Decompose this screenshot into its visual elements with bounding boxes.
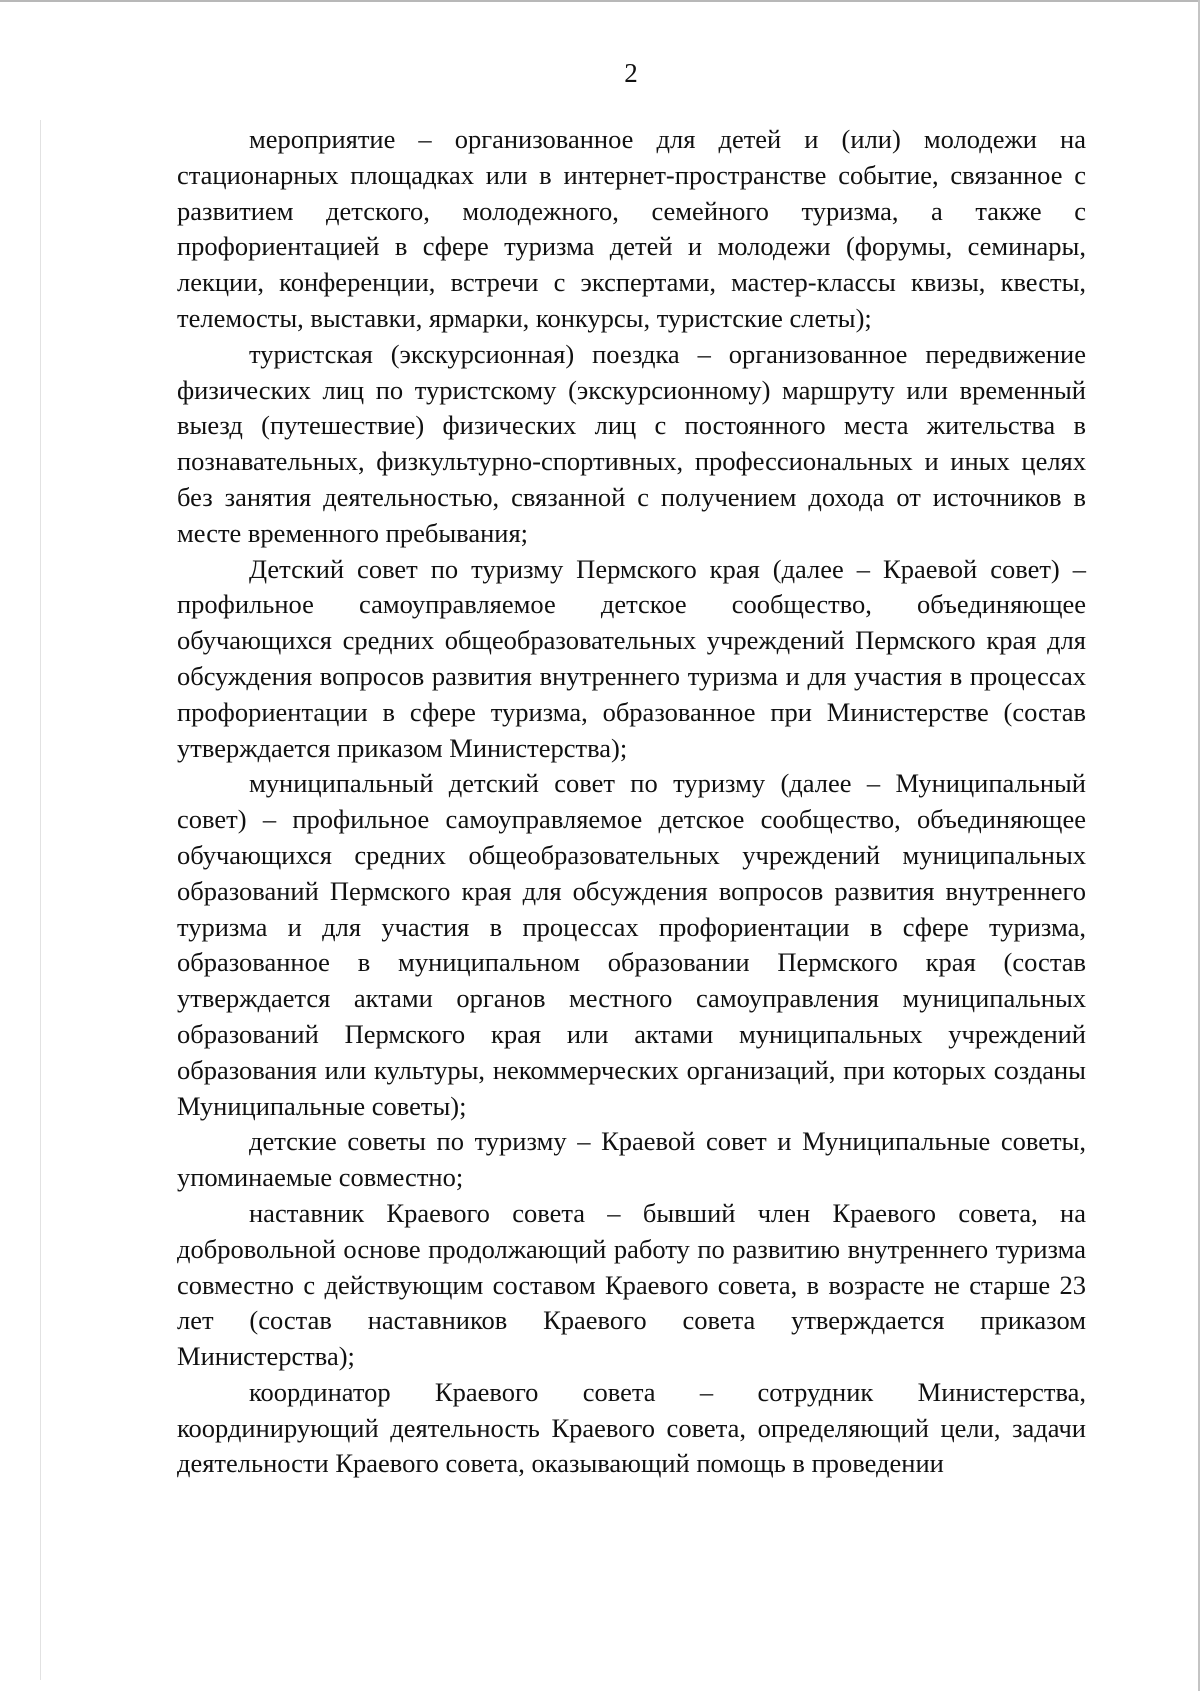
paragraph-regional-council-definition: Детский совет по туризму Пермского края (далее – Краевой совет) – профильное самоуправляемое детское сообщество, объединяющее обучающихся средних общеобразовательных учреждений Пермского края для обсуждения вопросов развития внутреннего туризма и для участия в процессах профориентации в сфере туризма, образованное при Министерстве (состав утверждается приказом Министерства); — [177, 553, 1086, 763]
paragraph-mentor-definition: наставник Краевого совета – бывший член Краевого совета, на добровольной основе продолжающий работу по развитию внутреннего туризма совместно с действующим составом Краевого совета, в возрасте не старше 23 лет (состав наставников Краевого совета утверждается приказом Министерства); — [177, 1197, 1086, 1372]
scan-margin-line — [40, 120, 41, 1680]
scan-edge-top — [0, 0, 1200, 2]
paragraph-event-definition: мероприятие – организованное для детей и (или) молодежи на стационарных площадках или в интернет-пространстве событие, связанное с развитием детского, молодежного, семейного туризма, а также с профориентацией в сфере туризма детей и молодежи (форумы, семинары, лекции, конференции, встречи с экспертами, мастер-классы квизы, квесты, телемосты, выставки, ярмарки, конкурсы, туристские слеты); — [177, 124, 1086, 333]
paragraph-tourist-trip-definition: туристская (экскурсионная) поездка – организованное передвижение физических лиц по туристскому (экскурсионному) маршруту или временный выезд (путешествие) физических лиц с постоянного места жительства в познавательных, физкультурно-спортивных, профессиональных и иных целях без занятия деятельностью, связанной с получением дохода от источников в месте временного пребывания; — [177, 338, 1086, 548]
page-number: 2 — [624, 58, 638, 88]
document-body — [177, 122, 1086, 1482]
paragraph-children-councils-definition: детские советы по туризму – Краевой совет и Муниципальные советы, упоминаемые совместно; — [177, 1126, 1086, 1193]
paragraph-municipal-council-definition: муниципальный детский совет по туризму (далее – Муниципальный совет) – профильное самоуправляемое детское сообщество, объединяющее обучающихся средних общеобразовательных учреждений муниципальных образований Пермского края для обсуждения вопросов развития внутреннего туризма и для участия в процессах профориентации в сфере туризма, образованное в муниципальном образовании Пермского края (состав утверждается актами органов местного самоуправления муниципальных образований Пермского края или актами муниципальных учреждений образования или культуры, некоммерческих организаций, при которых созданы Муниципальные советы); — [177, 768, 1086, 1121]
paragraph-coordinator-definition: координатор Краевого совета – сотрудник Министерства, координирующий деятельность Краевого совета, определяющий цели, задачи деятельности Краевого совета, оказывающий помощь в проведении — [177, 1376, 1086, 1479]
